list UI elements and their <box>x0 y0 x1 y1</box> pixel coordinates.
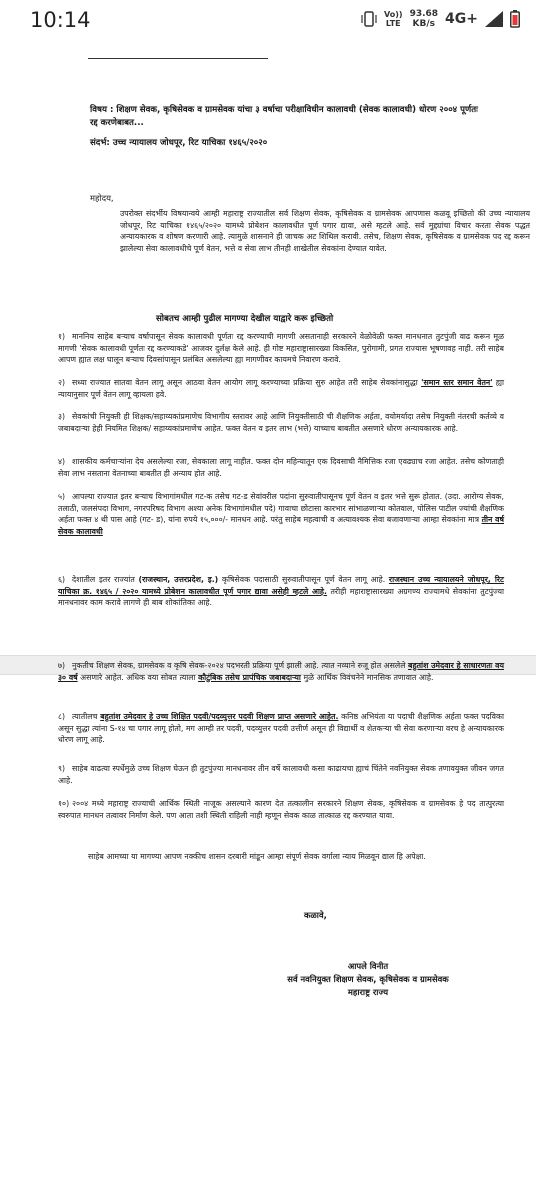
intro-paragraph: उपरोक्त संदर्भीय विषयान्वये आम्ही महाराष्ट्र राज्यातील सर्व शिक्षण सेवक, कृषिसेवक व ग्रामसेवक आपणास कळवू इच्छितो की उच्च न्यायालय जोधपूर, रिट याचिका १४६५/२०२० यामध्ये प्रोबेशन कालावधीत पूर्ण पगार द्यावा, असे म्हटले आहे. सर्व मुद्द्यांचा विचार करता सेवक पद्धत अन्यायकारक व शोषण करणारी आहे. त्यामुळे शासनाने ही जाचक अट शिथिल करावी. तसेच, शिक्षण सेवक, कृषिसेवक व ग्रामसेवक पद रद्द करून झालेल्या सेवा कालावधीचे पूर्ण वेतन, भत्ते व सेवा लाभ तीनही शाखेतील सेवकांना देण्यात यावेत. <box>120 209 530 253</box>
list-item: २) सध्या राज्यात सातवा वेतन लागू असून आठवा वेतन आयोग लागू करण्याच्या प्रक्रिया सुरु आहेत तरी साहेब सेवकांनासुद्धा 'समान स्तर समान वेतन' ह्या न्यायानुसार पूर्ण वेतन लागू व्हायला हवे. <box>58 378 505 399</box>
conclusion-paragraph: साहेब आमच्या या मागण्या आपण नक्कीच शासन दरबारी मांडून आम्हा संपूर्ण सेवक वर्गाला न्याय मिळवून द्याल हि अपेक्षा. <box>88 852 426 861</box>
signature-block: आपले विनीत सर्व नवनियुक्त शिक्षण सेवक, कृषिसेवक व ग्रामसेवक महाराष्ट्र राज्य <box>287 961 449 997</box>
list-item: ४) शासकीय कर्मचाऱ्यांना देय असलेल्या रजा, सेवकाला लागू नाहीत. फक्त दोन महिन्यातून एक दिवसाची नैमित्तिक रजा एवढ्याच रजा आहेत. तसेच कोणताही सेवा लाभ नसताना वेतनाच्या बाबतीत ही अन्याय होत आहे. <box>58 457 504 478</box>
status-icons <box>361 9 520 29</box>
network-speed: 93.68 KB/s <box>409 9 439 29</box>
network-type: 4G+ <box>445 11 478 27</box>
subject-line: विषय : शिक्षण सेवक, कृषिसेवक व ग्रामसेवक यांचा ३ वर्षाचा परीक्षाविधीन कालावधी (सेवक कालावधी) धोरण २००४ पूर्णतः रद्द करणेबाबत... <box>90 105 478 128</box>
list-item: १०) २००४ मध्ये महाराष्ट्र राज्याची आर्थिक स्थिती नाजूक असल्याने कारण देत तत्कालीन सरकारने शिक्षण सेवक, कृषिसेवक व ग्रामसेवक हे पद तात्पुरत्या स्वरुपात मानधन तत्वावर निर्माण केले. पण आता तशी स्थिती राहिली नाही म्हणून सेवक काळ तात्काळ रद्द करण्यात यावा. <box>58 799 504 820</box>
vibrate-icon <box>361 9 377 29</box>
volte-icon: Vo)) LTE <box>384 10 403 28</box>
status-bar <box>0 0 536 44</box>
clock: 10:14 <box>30 8 91 32</box>
document-page-2 <box>58 660 508 1200</box>
list-item: ५) आपल्या राज्यात इतर बऱ्याच विभागांमधील गट-क तसेच गट-ड सेवांवरील पदांना सुरुवातीपासूनच पूर्ण वेतन व इतर भत्ते सुरू होतात. (उदा. आरोग्य सेवक, तलाठी, जलसंपदा विभाग, नगरपरिषद विभाग अश्या अनेक विभागांमधील पदे) गावाचा छोटासा कारभार सांभाळणाऱ्या कोतवाल, पोलिस पाटील ज्यांची शैक्षणिक अर्हता फक्त ४ थी पास आहे (गट- ड), यांना रुपये १५,०००/- मानधन आहे. परंतु साहेब महत्वाची व अत्यावश्यक सेवा बजावणाऱ्या आम्हा सेवकांना मात्र तीन वर्ष सेवक कालावधी <box>58 492 504 536</box>
closing-text: कळावे, <box>304 910 327 920</box>
list-item: ९) साहेब वाढत्या स्पर्धेमुळे उच्च शिक्षण घेऊन ही तुटपुंज्या मानधनावर तीन वर्षे कालावधी कसा काढायचा ह्याचं चिंतेने नवनियुक्त सेवक तणावयुक्त जीवन जगत आहे. <box>58 764 504 785</box>
battery-icon <box>510 10 520 28</box>
list-item: ६) देशातील इतर राज्यांत (राजस्थान, उत्तरप्रदेश, इ.) कृषिसेवक पदासाठी सुरुवातीपासून पूर्ण वेतन लागू आहे. राजस्थान उच्च न्यायालयने जोधपूर, रिट याचिका क्र. १४६५ / २०२० यामध्ये प्रोबेशन कालावधीत पूर्ण पगार द्यावा असेही म्हटले आहे. तरीही महाराष्ट्रासारख्या अग्रगण्य राज्यामधे सेवकांना तुटपुंज्या मानधनावर काम करावे लागणे ही बाब शोकांतिका आहे. <box>58 575 505 608</box>
signal-icon <box>485 11 503 27</box>
document-page-1 <box>58 56 530 655</box>
list-item: १) माननिय साहेब बऱ्याच वर्षापासून सेवक कालावधी पूर्णतः रद्द करण्याची मागणी असतानाही सरकारने वेळोवेळी फक्त मानधनात तुटपुंजी वाढ करून मूळ मागणी 'सेवक कालावधी पूर्णतः रद्द करण्याकडे' आजवर दुर्लक्ष केले आहे. ही गोष्ट महाराष्ट्रासारख्या विकसित, पुरोगामी, प्रगत राज्यास भूषणावह नाही. तरी साहेब आपण ह्यात लक्ष घालून बऱ्याच दिवसांपासून प्रलंबित असलेल्या ह्या मागणीवर कायमचे निवारण करावे. <box>58 332 504 365</box>
document-viewer[interactable] <box>0 44 536 1200</box>
greeting: महोदय, <box>90 193 114 203</box>
header-rule <box>88 58 268 59</box>
list-item: ७) नुकतीच शिक्षण सेवक, ग्रामसेवक व कृषि सेवक-२०२४ पदभरती प्रक्रिया पूर्ण झाली आहे. त्यात नव्याने रुजू होत असलेले बहुतांश उमेदवार हे साधारणतः वय ३० वर्ष असणारे आहेत. अधिक वया सोबत त्याला कौटुंबिक तसेच प्रापंचिक जबाबदाऱ्या मुळे आर्थिक विवंचनेने मानसिक तणावात आहे. <box>58 661 504 682</box>
list-item: ३) सेवकांची नियुक्ती ही शिक्षक/सहाय्यकांप्रमाणेच विभागीय स्तरावर आहे आणि नियुक्तीसाठी ची शैक्षणिक अर्हता, वयोमर्यादा तसेच नियुक्ती नंतरची कर्तव्ये व जबाबदाऱ्या हेही नियमित शिक्षक/ सहाय्यकांप्रमाणेच आहेत. फक्त वेतन व इतर लाभ (भत्ते) याच्याच बाबतीत असणारे धोरण अन्यायकारक आहे. <box>58 412 504 433</box>
reference-line: संदर्भ: उच्च न्यायालय जोधपूर, रिट याचिका १४६५/२०२० <box>90 138 268 148</box>
demands-heading: सोबतच आम्ही पुढील मागण्या देखील याद्वारे करू इच्छितो <box>156 314 334 324</box>
list-item: ८) त्यातीलच बहुतांश उमेदवार हे उच्च शिक्षित पदवी/पदव्युत्तर पदवी शिक्षण प्राप्त असणारे आहेत. कनिष्ठ अभियंता या पदाची शैक्षणिक अर्हता फक्त पदविका असून सुद्धा त्यांना S-१४ चा पगार लागू होतो, मग आम्ही तर पदवी, पदव्युत्तर पदवी उत्तीर्ण असून ही विद्यार्थी व शेतकऱ्या ची सेवा करणाऱ्या वरच हे अन्यायकारक धोरण लागू आहे. <box>58 712 505 745</box>
